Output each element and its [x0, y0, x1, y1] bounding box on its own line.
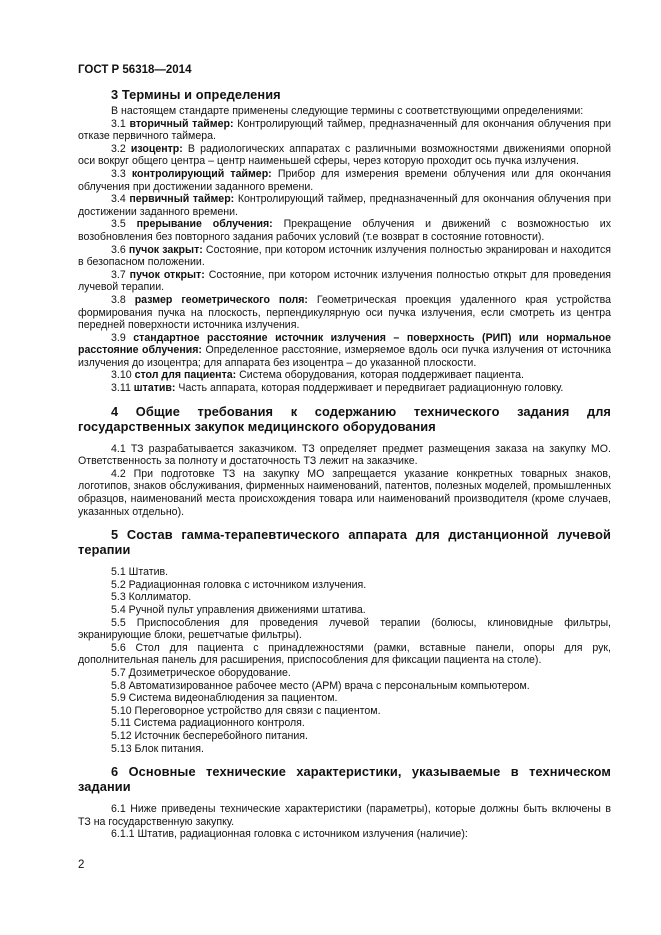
term-definition: В радиологических аппаратах с различными возможностями движениями опорной оси вокруг общего центра – центр наименьшей сферы, через которую проходит ось пучка излучения.	[78, 142, 611, 168]
term-number: 3.10	[111, 369, 132, 382]
section-4-title: 4 Общие требования к содержанию технического задания для государственных закупок медицинского оборудования	[78, 403, 611, 434]
section-6-title: 6 Основные технические характеристики, указываемые в техническом задании	[78, 764, 611, 795]
term-name: стол для пациента:	[134, 369, 237, 382]
term-definition: Часть аппарата, которая поддерживает и передвигает радиационную головку.	[178, 382, 564, 395]
composition-list	[78, 566, 611, 755]
section-6-paragraph: 6.1.1 Штатив, радиационная головка с источником излучения (наличие):	[111, 828, 468, 841]
term-item	[78, 294, 611, 332]
term-definition: Контролирующий таймер, предназначенный для окончания облучения при отказе первичного таймера.	[78, 117, 612, 143]
term-item	[78, 218, 611, 243]
term-number: 3.8	[111, 293, 126, 306]
term-name: прерывание облучения:	[136, 218, 273, 231]
section-5-title: 5 Состав гамма-терапевтического аппарата для дистанционной лучевой терапии	[78, 527, 611, 558]
term-definition: Контролирующий таймер, предназначенный для окончания облучения при достижении заданного времени.	[78, 193, 611, 218]
term-item	[78, 118, 611, 143]
term-name: стандартное расстояние источник излучения – поверхность (РИП) или нормальное расстояние облучения:	[78, 331, 611, 357]
term-item	[78, 269, 611, 294]
term-number: 3.1	[111, 117, 126, 130]
list-item: 5.5 Приспособления для проведения лучевой терапии (болюсы, клиновидные фильтры, экранирующие блоки, решетчатые фильтры).	[78, 616, 611, 642]
term-name: штатив:	[133, 382, 176, 395]
term-name: изоцентр:	[130, 142, 183, 155]
term-definition: Прекращение облучения и движений с возможностью их возобновления без повторного задания рабочих условий (т.е возврат в состояние готовности).	[78, 218, 611, 243]
term-definition: Система оборудования, которая поддерживает пациента.	[239, 369, 524, 382]
term-number: 3.4	[111, 193, 126, 206]
section-4-paragraph: 4.2 При подготовке ТЗ на закупку МО запрещается указание конкретных товарных знаков, логотипов, знаков обслуживания, фирменных наименований, патентов, полезных моделей, промышленных образцов, наименований места происхождения товара или наименований производителя (кроме случаев, указанных отдельно).	[78, 467, 611, 518]
section-3-title: 3 Термины и определения	[111, 87, 281, 102]
section-3-intro: В настоящем стандарте применены следующие термины с соответствующими определениями:	[111, 105, 584, 117]
list-item: 5.1 Штатив.	[111, 566, 169, 579]
term-number: 3.6	[111, 243, 126, 256]
term-number: 3.11	[111, 382, 131, 395]
term-number: 3.5	[111, 218, 126, 231]
term-item	[78, 143, 611, 168]
standard-header: ГОСТ Р 56318—2014	[78, 64, 192, 76]
term-definition: Состояние, при котором источник излучения полностью экранирован и находится в безопасном положении.	[78, 243, 611, 269]
term-name: первичный таймер:	[129, 193, 235, 206]
list-item: 5.3 Коллиматор.	[111, 591, 192, 604]
term-number: 3.3	[111, 167, 126, 180]
term-name: размер геометрического поля:	[134, 293, 308, 306]
list-item: 5.4 Ручной пульт управления движениями штатива.	[111, 604, 366, 616]
list-item: 5.10 Переговорное устройство для связи с пациентом.	[111, 704, 381, 717]
term-number: 3.7	[111, 268, 126, 281]
terms-list	[78, 118, 611, 395]
list-item: 5.11 Система радиационного контроля.	[111, 717, 305, 730]
term-definition: Состояние, при котором источник излучения полностью открыт для проведения лучевой терапии.	[78, 268, 611, 294]
term-definition: Геометрическая проекция удаленного края устройства формирования пучка на плоскость, перпендикулярную оси пучка излучения, если смотреть из центра передней поверхности источника излучения.	[78, 293, 611, 332]
term-item	[78, 369, 611, 382]
term-item	[78, 244, 611, 269]
term-item	[78, 193, 611, 218]
list-item: 5.12 Источник бесперебойного питания.	[111, 729, 308, 742]
page-number: 2	[78, 859, 85, 871]
term-definition: Прибор для измерения времени облучения или для окончания облучения при достижении заданного времени.	[78, 167, 611, 193]
list-item: 5.13 Блок питания.	[111, 742, 204, 755]
term-name: вторичный таймер:	[129, 117, 234, 130]
term-item	[78, 332, 611, 370]
page-content	[78, 87, 611, 841]
list-item: 5.7 Дозиметрическое оборудование.	[111, 666, 291, 679]
section-6-paragraph: 6.1 Ниже приведены технические характеристики (параметры), которые должны быть включены в ТЗ на государственную закупку.	[78, 803, 611, 828]
term-definition: Определенное расстояние, измеряемое вдоль оси пучка излучения от источника излучения до изоцентра; для аппарата без изоцентра – до указанной плоскости.	[78, 344, 612, 369]
term-item	[78, 382, 611, 395]
term-number: 3.9	[111, 331, 126, 344]
term-name: контролирующий таймер:	[131, 167, 272, 180]
term-name: пучок открыт:	[129, 268, 205, 281]
list-item: 5.8 Автоматизированное рабочее место (АРМ) врача с персональным компьютером.	[111, 679, 530, 692]
term-number: 3.2	[111, 142, 126, 155]
term-item	[78, 168, 611, 193]
list-item: 5.2 Радиационная головка с источником излучения.	[111, 578, 367, 591]
list-item: 5.6 Стол для пациента с принадлежностями (рамки, вставные панели, опоры для рук, дополнительная панель для расширения, приспособления для фиксации пациента на столе).	[78, 641, 611, 667]
list-item: 5.9 Система видеонаблюдения за пациентом.	[111, 692, 338, 705]
term-name: пучок закрыт:	[128, 243, 203, 256]
section-4-paragraph: 4.1 ТЗ разрабатывается заказчиком. ТЗ определяет предмет размещения заказа на закупку МО. Ответственность за полноту и достаточность ТЗ лежит на заказчике.	[78, 442, 611, 468]
